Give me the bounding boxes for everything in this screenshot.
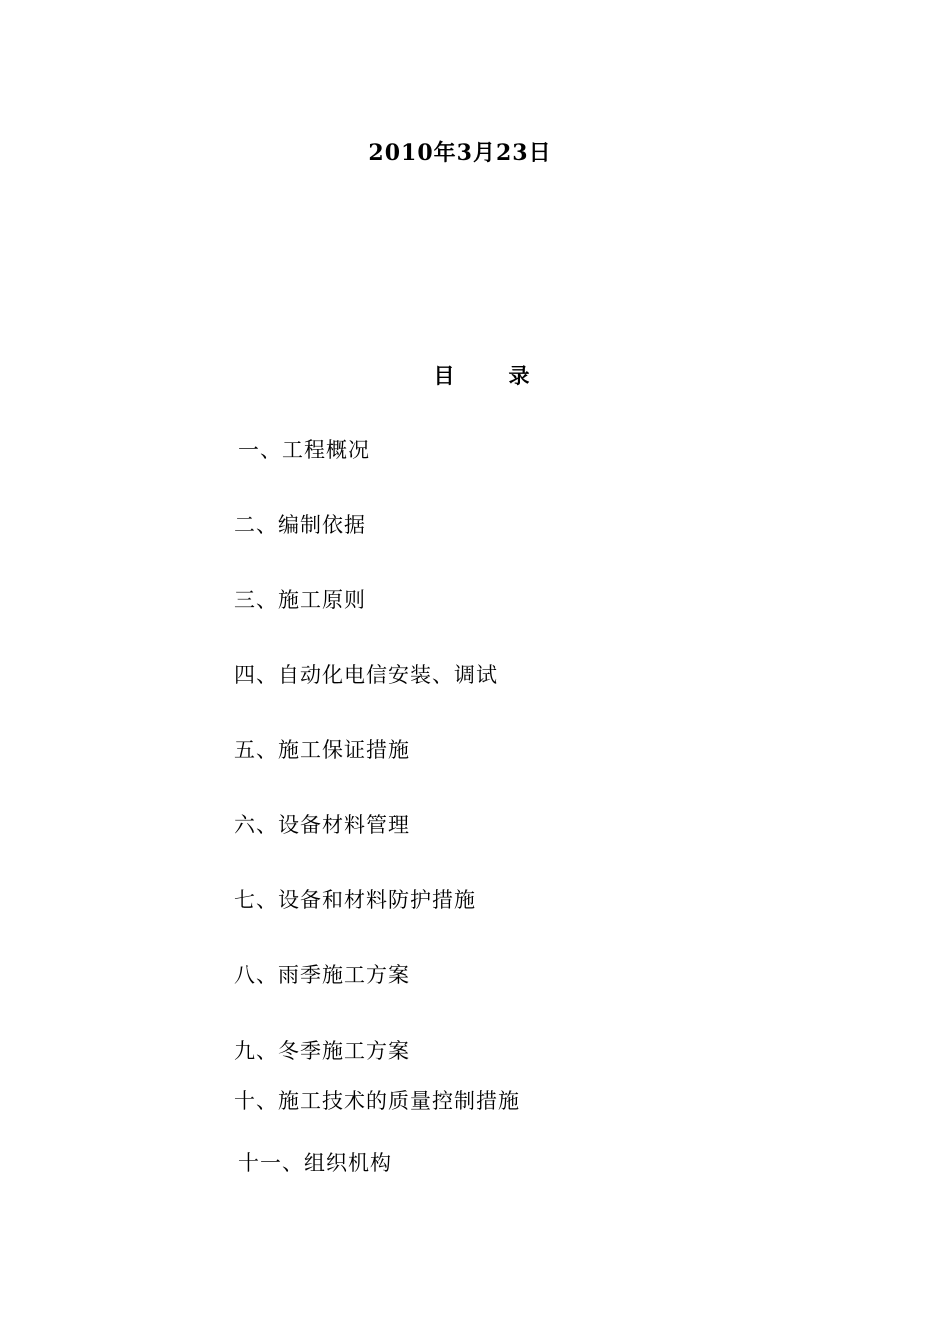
toc-item-11: 十一、组织机构 — [238, 1151, 392, 1175]
toc-item-5: 五、施工保证措施 — [234, 738, 410, 762]
toc-item-4: 四、自动化电信安装、调试 — [234, 663, 498, 687]
toc-item-6: 六、设备材料管理 — [234, 813, 410, 837]
toc-item-3: 三、施工原则 — [234, 588, 366, 612]
toc-title-part-2: 录 — [508, 363, 532, 388]
toc-item-2: 二、编制依据 — [234, 513, 366, 537]
toc-title — [0, 360, 950, 390]
toc-item-9: 九、冬季施工方案 — [234, 1039, 410, 1063]
toc-item-8: 八、雨季施工方案 — [234, 963, 410, 987]
toc-item-1: 一、工程概况 — [238, 438, 370, 462]
toc-item-10: 十、施工技术的质量控制措施 — [234, 1089, 520, 1113]
document-date: 2010年3月23日 — [368, 140, 552, 166]
toc-item-7: 七、设备和材料防护措施 — [234, 888, 476, 912]
toc-title-part-1: 目 — [433, 363, 457, 388]
